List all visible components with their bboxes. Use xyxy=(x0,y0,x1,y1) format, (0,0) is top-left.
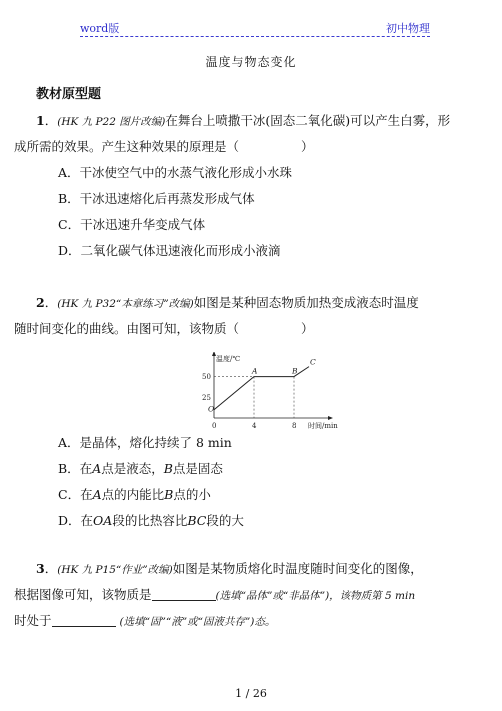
q1-option-c: C．干冰迅速升华变成气体 xyxy=(58,217,206,232)
q2-line1: 2．(HK 九 P32“本章练习”改编)如图是某种固态物质加热变成液态时温度 xyxy=(36,295,419,310)
x-axis-label: 时间/min xyxy=(308,422,338,430)
q1-line2: 成所需的效果。产生这种效果的原理是（ ） xyxy=(14,139,314,154)
section-heading: 教材原型题 xyxy=(36,87,102,102)
q3-line2: 根据图像可知，该物质是 (选填“晶体”或“非晶体”)，该物质第 5 min xyxy=(14,587,416,602)
q2-option-a: A．是晶体，熔化持续了 8 min xyxy=(58,435,232,450)
q2-line2: 随时间变化的曲线。由图可知，该物质（ ） xyxy=(14,321,314,336)
q1-option-b: B．干冰迅速熔化后再蒸发形成气体 xyxy=(58,191,255,206)
q1-option-a: A．干冰使空气中的水蒸气液化形成小水珠 xyxy=(58,165,293,180)
x-tick-label: 4 xyxy=(252,422,257,430)
y-tick-label: 25 xyxy=(202,393,211,402)
q1-source: (HK 九 P22 图片改编) xyxy=(57,116,166,128)
page-title: 温度与物态变化 xyxy=(205,55,297,69)
y-axis-label: 温度/℃ xyxy=(216,355,241,363)
x-axis-arrow xyxy=(328,416,333,420)
point-label-O: O xyxy=(208,404,215,414)
q3-line1: 3．(HK 九 P15“作业”改编)如图是某物质熔化时温度随时间变化的图像， xyxy=(36,561,423,576)
q3-line3: 时处于 (选填“固”“液”或“固液共存”)态。 xyxy=(14,613,276,628)
temperature-time-chart xyxy=(196,352,346,432)
q2-source: (HK 九 P32“本章练习”改编) xyxy=(57,298,194,310)
page-number: 1 / 26 xyxy=(235,687,267,700)
page-header xyxy=(80,20,430,37)
q3-source: (HK 九 P15“作业”改编) xyxy=(57,564,173,576)
point-label-B: B xyxy=(292,366,298,376)
header-left: word版 xyxy=(80,22,120,35)
y-tick-label: 50 xyxy=(202,373,211,382)
point-label-C: C xyxy=(310,357,316,367)
x-tick-label: 0 xyxy=(212,422,217,430)
q3-blank-2[interactable] xyxy=(52,613,116,627)
x-tick-label: 8 xyxy=(292,422,297,430)
q2-option-c: C．在A点的内能比B点的小 xyxy=(58,487,211,502)
q1-option-d: D．二氧化碳气体迅速液化而形成小液滴 xyxy=(58,243,281,258)
q2-option-d: D．在OA段的比热容比BC段的大 xyxy=(58,513,244,528)
header-right: 初中物理 xyxy=(386,22,430,35)
q2-option-b: B．在A点是液态，B点是固态 xyxy=(58,461,223,476)
point-label-A: A xyxy=(252,366,258,376)
q1-line1: 1．(HK 九 P22 图片改编)在舞台上喷撒干冰(固态二氧化碳)可以产生白雾，形 xyxy=(36,113,451,128)
q3-blank-1[interactable] xyxy=(152,587,216,601)
